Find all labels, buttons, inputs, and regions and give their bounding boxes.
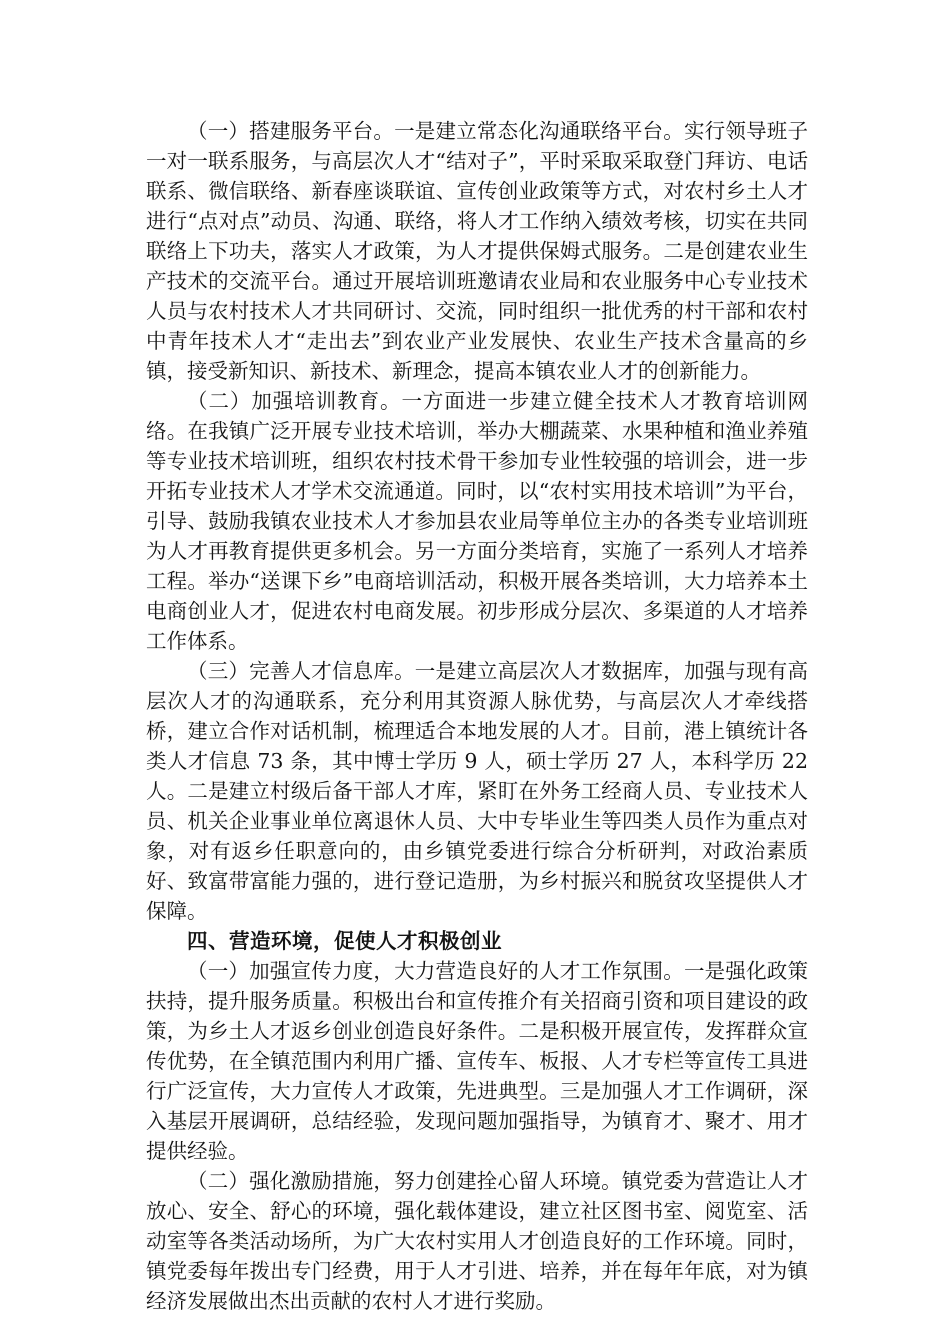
paragraph-strengthen-training: （二）加强培训教育。一方面进一步建立健全技术人才教育培训网络。在我镇广泛开展专业技术培训，举办大棚蔬菜、水果种植和渔业养殖等专业技术培训班，组织农村技术骨干参加专业性较强的培训会，进一步开拓专业技术人才学术交流通道。同时，以“农村实用技术培训”为平台，引导、鼓励我镇农业技术人才参加县农业局等单位主办的各类专业培训班为人才再教育提供更多机会。另一方面分类培育，实施了一系列人才培养工程。举办“送课下乡”电商培训活动，积极开展各类培训，大力培养本土电商创业人才，促进农村电商发展。初步形成分层次、多渠道的人才培养工作体系。 xyxy=(146,389,808,653)
paragraph-publicity: （一）加强宣传力度，大力营造良好的人才工作氛围。一是强化政策扶持，提升服务质量。积极出台和宣传推介有关招商引资和项目建设的政策，为乡土人才返乡创业创造良好条件。二是积极开展宣传，发挥群众宣传优势，在全镇范围内利用广播、宣传车、板报、人才专栏等宣传工具进行广泛宣传，大力宣传人才政策，先进典型。三是加强人才工作调研，深入基层开展调研，总结经验，发现问题加强指导，为镇育才、聚才、用才提供经验。 xyxy=(146,959,808,1163)
paragraph-incentives: （二）强化激励措施，努力创建拴心留人环境。镇党委为营造让人才放心、安全、舒心的环境，强化载体建设，建立社区图书室、阅览室、活动室等各类活动场所，为广大农村实用人才创造良好的工作环境。同时，镇党委每年拨出专门经费，用于人才引进、培养，并在每年年底，对为镇经济发展做出杰出贡献的农村人才进行奖励。 xyxy=(146,1169,808,1313)
paragraph-build-service-platform: （一）搭建服务平台。一是建立常态化沟通联络平台。实行领导班子一对一联系服务，与高层次人才“结对子”，平时采取采取登门拜访、电话联系、微信联络、新春座谈联谊、宣传创业政策等方式，对农村乡土人才进行“点对点”动员、沟通、联络，将人才工作纳入绩效考核，切实在共同联络上下功夫，落实人才政策，为人才提供保姆式服务。二是创建农业生产技术的交流平台。通过开展培训班邀请农业局和农业服务中心专业技术人员与农村技术人才共同研讨、交流，同时组织一批优秀的村干部和农村中青年技术人才“走出去”到农业产业发展快、农业生产技术含量高的乡镇，接受新知识、新技术、新理念，提高本镇农业人才的创新能力。 xyxy=(146,119,808,383)
document-page xyxy=(146,116,808,1316)
section-heading-environment: 四、营造环境，促使人才积极创业 xyxy=(187,929,502,953)
paragraph-talent-database: （三）完善人才信息库。一是建立高层次人才数据库，加强与现有高层次人才的沟通联系，充分利用其资源人脉优势，与高层次人才牵线搭桥，建立合作对话机制，梳理适合本地发展的人才。目前，港上镇统计各类人才信息 73 条，其中博士学历 9 人，硕士学历 27 人，本科学历 22 人。二是建立村级后备干部人才库，紧盯在外务工经商人员、专业技术人员、机关企业事业单位离退休人员、大中专毕业生等四类人员作为重点对象，对有返乡任职意向的，由乡镇党委进行综合分析研判，对政治素质好、致富带富能力强的，进行登记造册，为乡村振兴和脱贫攻坚提供人才保障。 xyxy=(146,659,808,923)
